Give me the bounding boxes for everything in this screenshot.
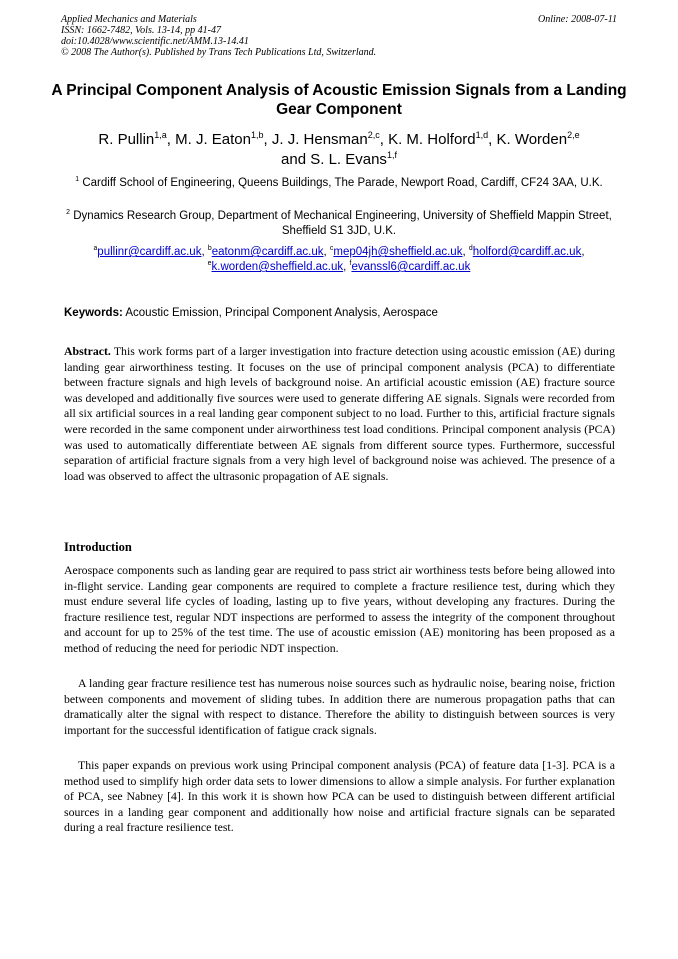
abstract-text: This work forms part of a larger investigation into fracture detection using acoustic emission (AE) during landing gear airworthiness testing. It focuses on the use of principal component analysis (PCA) to differentiate between fracture signals and high levels of background noise. An artificial acoustic emission (AE) fracture source was developed and additionally five sources were used to generate differing AE signals. Signals were recorded from all six artificial sources in a real landing gear component subject to no load. Further to this, artificial fracture signals were recorded in the same component under airworthiness test load conditions. Principal component analysis (PCA) was used to automatically differentiate between AE signals from different source types. Furthermore, successful separation of artificial fracture signals from a very high level of background noise was achieved. The presence of a load was observed to affect the ultrasonic propagation of AE signals. [64, 344, 615, 483]
affiliation-2: $^2$ Dynamics Research Group, Department of Mechanical Engineering, University of Sheffield Mappin Street, Sheffield S1 3JD, U.K. [66, 209, 612, 237]
paper-title: A Principal Component Analysis of Acoustic Emission Signals from a Landing Gear Component [51, 82, 627, 118]
author: R. Pullin$^{1,a}$, [98, 130, 176, 148]
section-heading-introduction: Introduction [64, 540, 132, 554]
issn-line: ISSN: 1662-7482, Vols. 13-14, pp 41-47 [61, 25, 221, 36]
affiliation-1: $^1$ Cardiff School of Engineering, Queens Buildings, The Parade, Newport Road, Cardiff, CF24 3AA, U.K. [75, 176, 603, 189]
email-link[interactable]: $^c$mep04jh@sheffield.ac.uk [329, 245, 463, 258]
author: K. M. Holford$^{1,d}$, [388, 130, 497, 148]
email-link[interactable]: $^f$evanssl6@cardiff.ac.uk [349, 260, 471, 273]
email-link[interactable]: $^b$eatonm@cardiff.ac.uk [207, 245, 324, 258]
doi-line: doi:10.4028/www.scientific.net/AMM.13-14.41 [61, 36, 249, 47]
email-link[interactable]: $^e$k.worden@sheffield.ac.uk [207, 260, 344, 273]
email-list: $^a$pullinr@cardiff.ac.uk, $^b$eatonm@cardiff.ac.uk, $^c$mep04jh@sheffield.ac.uk, $^d$holford@cardiff.ac.uk, $^e$k.worden@sheffield.ac.uk, $^f$evanssl6@cardiff.ac.uk [93, 245, 585, 273]
online-date: Online: 2008-07-11 [538, 14, 617, 25]
intro-paragraph: A landing gear fracture resilience test has numerous noise sources such as hydraulic noise, bearing noise, friction between components and movement of sliding tubes. In addition there are numerous propagation paths that can dramatically alter the signal with respect to distance. Therefore the ability to distinguish between sources is very important for the successful identification of fatigue crack signals. [64, 676, 615, 737]
email-link[interactable]: $^a$pullinr@cardiff.ac.uk [93, 245, 202, 258]
journal-name: Applied Mechanics and Materials [61, 14, 197, 25]
author: M. J. Eaton$^{1,b}$, [175, 130, 272, 148]
copyright-line: © 2008 The Author(s). Published by Trans Tech Publications Ltd, Switzerland. [61, 47, 377, 58]
abstract [64, 344, 615, 484]
journal-header [61, 14, 617, 58]
email-link[interactable]: $^d$holford@cardiff.ac.uk [468, 245, 582, 258]
author-list [40, 130, 638, 170]
abstract-label: Abstract. [64, 344, 111, 358]
keywords [64, 306, 624, 321]
author: and S. L. Evans$^{1,f}$ [281, 150, 397, 168]
author: K. Worden$^{2,e}$ [496, 130, 580, 148]
intro-paragraph: This paper expands on previous work using Principal component analysis (PCA) of feature data [1-3]. PCA is a method used to simplify high order data sets to lower dimensions to allow a simple analysis. For further explanation of PCA, see Nabney [4]. In this work it is shown how PCA can be used to distinguish between different artificial sources in a landing gear component and additionally how noise and artificial fracture signals can be separated during a real fracture resilience test. [64, 758, 615, 835]
keywords-label: Keywords: [64, 307, 123, 319]
intro-paragraph: Aerospace components such as landing gear are required to pass strict air worthiness tests before being allowed into in-flight service. Landing gear components are required to complete a fracture resilience test, during which they must endure several life cycles of loading, lasting up to five years, without developing any fractures. During the fracture resilience test, regular NDT inspections are performed to assess the integrity of the component throughout and account for up to 25% of the test time. The use of acoustic emission (AE) monitoring has been proposed as a method of reducing the need for periodic NDT inspection. [64, 563, 615, 655]
author: J. J. Hensman$^{2,c}$, [271, 130, 389, 148]
keywords-text: Acoustic Emission, Principal Component Analysis, Aerospace [125, 307, 438, 319]
